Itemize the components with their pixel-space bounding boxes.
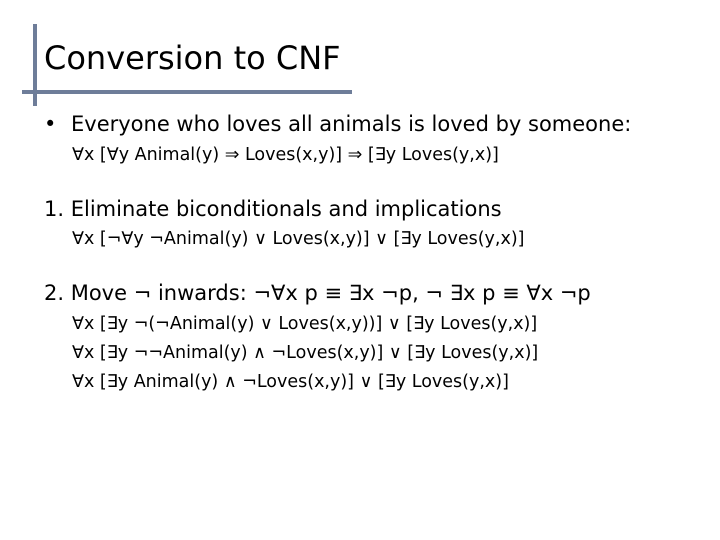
formula-step1: ∀x [¬∀y ¬Animal(y) ∨ Loves(x,y)] ∨ [∃y Loves(y,x)]	[72, 229, 525, 249]
bullet-dot: •	[44, 112, 57, 136]
formula-step2-c: ∀x [∃y Animal(y) ∧ ¬Loves(x,y)] ∨ [∃y Loves(y,x)]	[72, 372, 509, 392]
formula-original	[72, 143, 499, 167]
bullet-item	[44, 110, 631, 138]
formula-step2-b: ∀x [∃y ¬¬Animal(y) ∧ ¬Loves(x,y)] ∨ [∃y Loves(y,x)]	[72, 343, 539, 363]
slide-title: Conversion to CNF	[44, 39, 341, 77]
formula-step2-a: ∀x [∃y ¬(¬Animal(y) ∨ Loves(x,y))] ∨ [∃y Loves(y,x)]	[72, 314, 538, 334]
bullet-text: Everyone who loves all animals is loved by someone:	[71, 112, 632, 136]
formula-original-text: ∀x [∀y Animal(y) ⇒ Loves(x,y)] ⇒ [∃y Loves(y,x)]	[72, 145, 499, 165]
step-2-heading: 2. Move ¬ inwards: ¬∀x p ≡ ∃x ¬p, ¬ ∃x p ≡ ∀x ¬p	[44, 281, 591, 305]
title-underline-bar	[22, 90, 352, 94]
step-1-heading: 1. Eliminate biconditionals and implications	[44, 197, 502, 221]
